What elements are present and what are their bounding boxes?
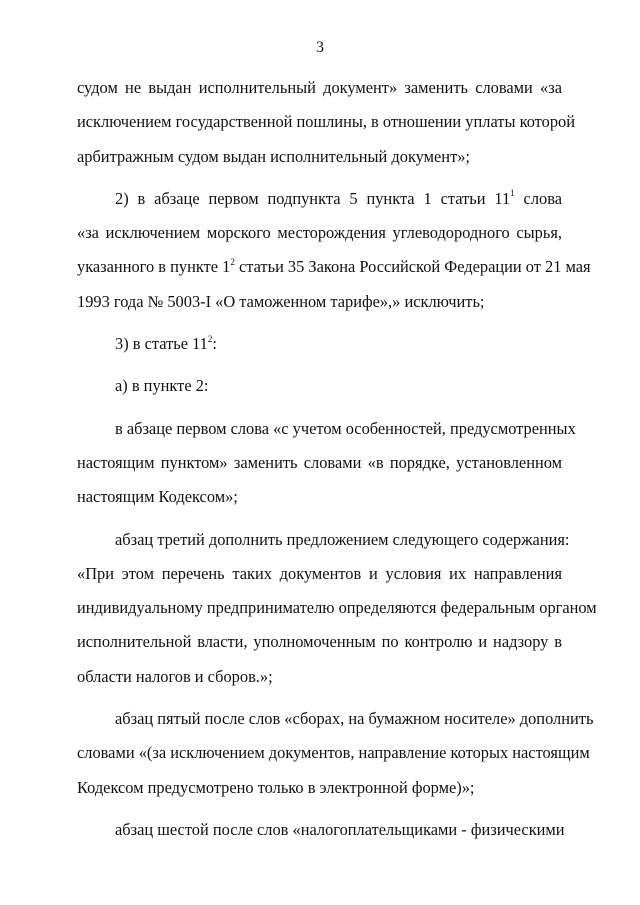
text-line [77, 327, 562, 361]
line-text: «за исключением морского месторождения углеводородного сырья, [77, 223, 562, 243]
paragraph [77, 813, 565, 847]
line-text: словами «(за исключением документов, направление которых настоящим [77, 743, 590, 763]
text-line [77, 557, 562, 591]
paragraph-gap [77, 361, 562, 369]
line-text: исполнительной власти, уполномоченным по контролю и надзору в [77, 632, 562, 652]
text-line [77, 71, 562, 105]
line-text: настоящим Кодексом»; [77, 487, 238, 507]
paragraph [77, 327, 562, 361]
paragraph [77, 369, 562, 403]
line-text: исключением государственной пошлины, в отношении уплаты которой [77, 112, 575, 132]
line-text: абзац шестой после слов «налогоплательщиками - физическими [115, 819, 565, 839]
text-line [77, 140, 562, 174]
text-line [77, 771, 562, 805]
text-line [77, 369, 562, 403]
paragraph [77, 412, 576, 515]
text-line [77, 412, 576, 446]
line-text: абзац пятый после слов «сборах, на бумажном носителе» дополнить [115, 709, 594, 729]
line-text: судом не выдан исполнительный документ» заменить словами «за [77, 78, 562, 97]
paragraph [77, 523, 597, 694]
page-number: 3 [316, 39, 324, 56]
line-text: 2) в абзаце первом подпункта 5 пункта 1 статьи 11 [115, 188, 511, 208]
paragraph-gap [77, 174, 562, 182]
line-text: 1993 года № 5003-I «О таможенном тарифе»,» исключить; [77, 291, 485, 311]
line-text: указанного в пункте 1 [77, 257, 231, 277]
line-text: а) в пункте 2: [115, 376, 209, 396]
text-line [77, 736, 590, 770]
text-line [77, 446, 562, 480]
paragraph-gap [77, 805, 562, 813]
line-text-continued: статьи 35 Закона Российской Федерации от 21 мая [234, 257, 591, 277]
text-line [77, 250, 591, 284]
line-text-continued: : [212, 334, 217, 354]
text-line [77, 182, 562, 216]
text-line [77, 591, 597, 625]
line-text: арбитражным судом выдан исполнительный документ»; [77, 146, 470, 166]
text-line [77, 813, 565, 847]
line-text-continued: слова [514, 188, 562, 208]
paragraph-gap [77, 515, 562, 523]
paragraph-gap [77, 404, 562, 412]
line-text: в абзаце первом слова «с учетом особенностей, предусмотренных [115, 418, 576, 438]
document-body [77, 71, 597, 847]
text-line [77, 480, 562, 514]
line-text: 3) в статье 11 [115, 334, 208, 354]
text-line [77, 523, 570, 557]
paragraph-gap [77, 319, 562, 327]
text-line [77, 216, 562, 250]
text-line [77, 660, 562, 694]
line-text: индивидуальному предпринимателю определяются федеральным органом [77, 598, 597, 618]
paragraph [77, 71, 575, 174]
superscript: 2 [207, 333, 213, 344]
line-text: настоящим пунктом» заменить словами «в порядке, установленном [77, 452, 562, 472]
line-text: «При этом перечень таких документов и условия их направления [77, 563, 562, 583]
line-text: Кодексом предусмотрено только в электронной форме)»; [77, 777, 475, 797]
paragraph [77, 182, 591, 319]
paragraph-gap [77, 694, 562, 702]
text-line [77, 105, 575, 139]
superscript: 1 [510, 188, 515, 199]
paragraph [77, 702, 594, 805]
line-text: абзац третий дополнить предложением следующего содержания: [115, 529, 570, 549]
text-line [77, 702, 594, 736]
line-text: области налогов и сборов.»; [77, 666, 273, 686]
text-line [77, 625, 562, 659]
superscript: 2 [230, 257, 235, 268]
text-line [77, 285, 562, 319]
